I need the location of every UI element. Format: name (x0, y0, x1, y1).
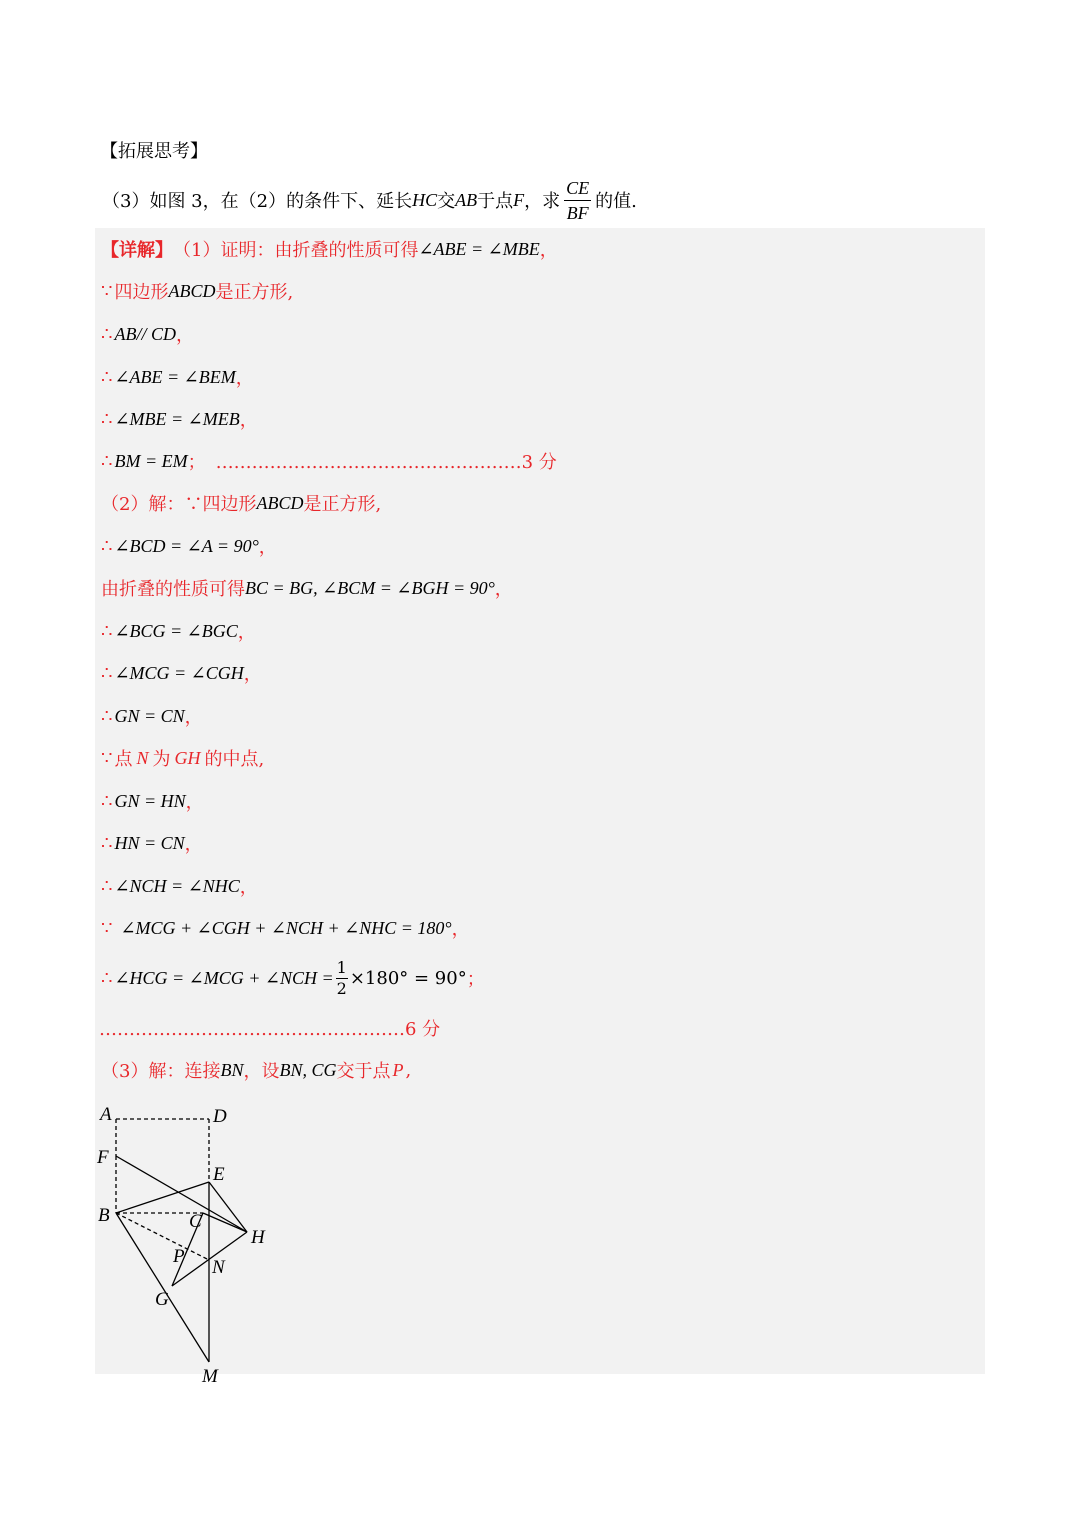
line-16-end: ， (239, 877, 258, 898)
line-1-text: （1）证明：由折叠的性质可得 (173, 240, 419, 261)
label-h: H (251, 1227, 265, 1248)
solution-line-5 (101, 404, 258, 434)
line-12-math: GN = CN (114, 705, 185, 726)
line-15-math: HN = CN (114, 832, 185, 853)
label-n: N (212, 1257, 225, 1278)
line-13-n: N (136, 747, 149, 768)
solution-line-12 (101, 701, 203, 731)
line-2-text: 四边形 (114, 282, 169, 303)
line-10-end: ， (237, 622, 256, 643)
solution-line-2 (101, 276, 293, 306)
fraction-numerator: CE (564, 179, 591, 201)
line-2-end: 是正方形, (215, 282, 294, 303)
solution-line-4 (101, 362, 254, 392)
line-16-math: ∠NCH = ∠NHC (114, 875, 240, 896)
line-18-tail: ×180° = 90° (349, 967, 467, 989)
question-3 (102, 176, 637, 224)
solution-line-9 (101, 573, 513, 603)
line-15-end: ， (184, 834, 203, 855)
solution-line-3 (101, 319, 194, 349)
line-18-math: ∠HCG = ∠MCG + ∠NCH = (114, 967, 334, 988)
therefore-symbol: ∴ (101, 323, 113, 345)
therefore-symbol: ∴ (101, 832, 113, 854)
therefore-symbol: ∴ (101, 705, 113, 727)
solution-line-19 (99, 1013, 440, 1043)
half-fraction (336, 957, 348, 998)
label-e: E (213, 1164, 225, 1185)
line-20-mid2: 交于点 (336, 1061, 391, 1082)
solution-line-11 (101, 658, 262, 688)
line-9-end: ， (494, 579, 513, 600)
fraction-denominator: BF (566, 202, 589, 223)
line-11-math: ∠MCG = ∠CGH (114, 662, 244, 683)
line-17-end: ， (451, 919, 470, 940)
segment-be (116, 1182, 209, 1213)
because-symbol: ∵ (101, 917, 113, 939)
half-numerator: 1 (336, 957, 347, 977)
line-4-end: ， (235, 368, 254, 389)
because-symbol: ∵ (101, 280, 113, 302)
line-18-end: ； (466, 969, 485, 990)
line-7-math: ABCD (256, 492, 304, 513)
solution-line-20 (101, 1055, 411, 1085)
therefore-symbol: ∴ (101, 967, 113, 989)
therefore-symbol: ∴ (101, 408, 113, 430)
solution-line-17 (101, 913, 470, 943)
line-13-gh: GH (174, 747, 201, 768)
extension-thinking-title: 【拓展思考】 (100, 141, 208, 162)
half-denominator: 2 (336, 978, 347, 998)
label-c: C (189, 1211, 202, 1232)
line-20-end: , (405, 1059, 412, 1081)
segment-fh (116, 1156, 247, 1232)
line-12-end: ， (184, 707, 203, 728)
line-14-math: GN = HN (114, 790, 186, 811)
line-9-math: BC = BG, ∠BCM = ∠BGH = 90° (245, 577, 495, 598)
solution-line-1 (101, 234, 558, 264)
label-p: P (173, 1246, 185, 1267)
line-20-p: P (392, 1059, 404, 1080)
segment-bm (116, 1213, 209, 1362)
line-6-end: ； (187, 452, 206, 473)
line-3-end: ， (175, 325, 194, 346)
therefore-symbol: ∴ (101, 875, 113, 897)
question-mid2: 于点 (477, 191, 514, 212)
line-20-text: （3）解：连接 (101, 1061, 221, 1082)
line-10-math: ∠BCG = ∠BGC (114, 620, 238, 641)
label-m: M (202, 1366, 218, 1387)
line-8-end: ， (258, 537, 277, 558)
question-mid3: ，求 (524, 191, 561, 212)
line-8-math: ∠BCD = ∠A = 90° (114, 535, 259, 556)
line-3-math: AB// CD (114, 323, 176, 344)
solution-line-15 (101, 828, 203, 858)
label-d: D (213, 1106, 227, 1127)
solution-line-18 (101, 956, 485, 1000)
therefore-symbol: ∴ (101, 366, 113, 388)
line-7-end: 是正方形, (303, 494, 382, 515)
line-20-math: BN, CG (279, 1059, 337, 1080)
line-17-math: ∠MCG + ∠CGH + ∠NCH + ∠NHC = 180° (120, 917, 452, 938)
label-f: F (97, 1147, 109, 1168)
solution-line-6 (101, 446, 557, 476)
solution-line-7 (101, 488, 381, 518)
question-f: F (513, 189, 525, 210)
question-hc: HC (412, 189, 438, 210)
line-13-text: 点 (114, 749, 133, 770)
therefore-symbol: ∴ (101, 535, 113, 557)
therefore-symbol: ∴ (101, 620, 113, 642)
detail-tag: 【详解】 (101, 240, 173, 261)
line-2-math: ABCD (168, 280, 216, 301)
score-dots-6: ……………………………………………6 分 (99, 1019, 441, 1040)
line-11-end: ， (243, 664, 262, 685)
line-1-math: ∠ABE = ∠MBE (418, 238, 540, 259)
line-13-end: 的中点, (204, 749, 265, 770)
solution-line-13 (101, 743, 264, 773)
line-7-text: （2）解：∵四边形 (101, 494, 257, 515)
label-g: G (155, 1289, 169, 1310)
line-5-math: ∠MBE = ∠MEB (114, 408, 240, 429)
line-4-math: ∠ABE = ∠BEM (114, 366, 236, 387)
line-1-end: ， (539, 240, 558, 261)
therefore-symbol: ∴ (101, 662, 113, 684)
label-b: B (98, 1205, 110, 1226)
line-6-math: BM = EM (114, 450, 188, 471)
line-14-end: ， (185, 792, 204, 813)
therefore-symbol: ∴ (101, 790, 113, 812)
solution-line-14 (101, 786, 204, 816)
line-9-text: 由折叠的性质可得 (101, 579, 245, 600)
because-symbol: ∵ (101, 747, 113, 769)
solution-line-10 (101, 616, 256, 646)
question-prefix: （3）如图 3，在（2）的条件下、延长 (102, 191, 413, 212)
line-20-bn: BN (220, 1059, 244, 1080)
solution-box (95, 228, 985, 1387)
line-5-end: ， (239, 410, 258, 431)
label-a: A (100, 1104, 112, 1125)
score-dots-3: ……………………………………………3 分 (215, 452, 557, 473)
line-20-mid: ，设 (243, 1061, 280, 1082)
therefore-symbol: ∴ (101, 450, 113, 472)
solution-line-16 (101, 871, 258, 901)
question-mid1: 交 (437, 191, 456, 212)
question-ab: AB (455, 189, 478, 210)
line-13-mid: 为 (152, 749, 171, 770)
question-fraction (564, 179, 591, 222)
question-suffix: 的值. (595, 191, 637, 212)
geometry-figure-3 (95, 1100, 295, 1387)
solution-line-8 (101, 531, 277, 561)
